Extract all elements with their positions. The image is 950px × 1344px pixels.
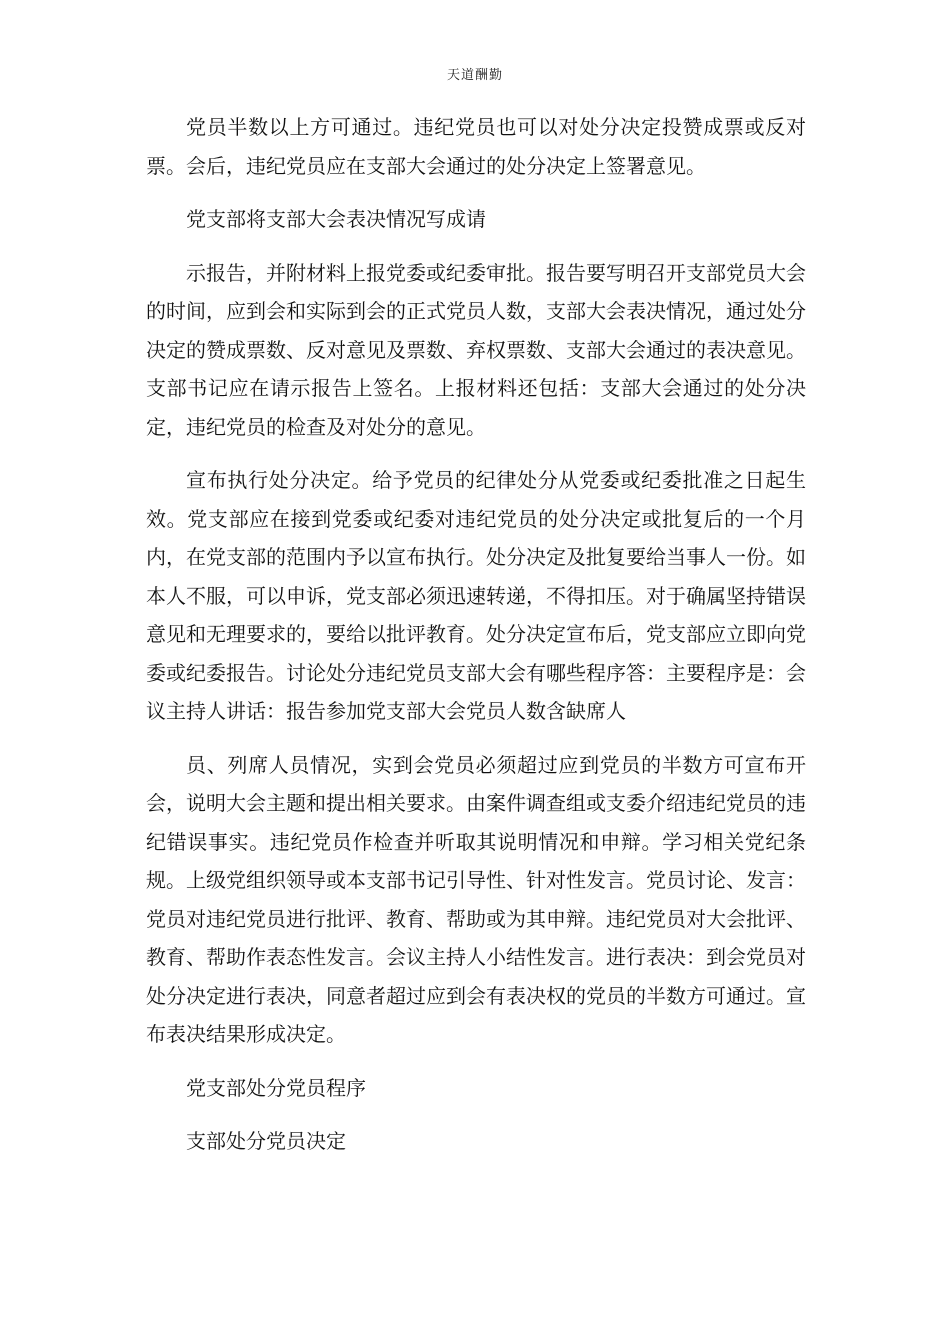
paragraph-1: 党员半数以上方可通过。违纪党员也可以对处分决定投赞成票或反对票。会后，违纪党员应在支部大会通过的处分决定上签署意见。 [146, 115, 806, 178]
section-heading-procedure: 党支部处分党员程序 [186, 1075, 366, 1100]
document-body [146, 108, 806, 1161]
page-header: 天道酬勤 [446, 68, 503, 83]
paragraph-5: 员、列席人员情况，实到会党员必须超过应到党员的半数方可宣布开会，说明大会主题和提出相关要求。由案件调查组或支委介绍违纪党员的违纪错误事实。违纪党员作检查并听取其说明情况和申辩。学习相关党纪条规。上级党组织领导或本支部书记引导性、针对性发言。党员讨论、发言：党员对违纪党员进行批评、教育、帮助或为其申辩。违纪党员对大会批评、教育、帮助作表态性发言。会议主持人小结性发言。进行表决：到会党员对处分决定进行表决，同意者超过应到会有表决权的党员的半数方可通过。宣布表决结果形成决定。 [146, 752, 806, 1046]
paragraph-4: 宣布执行处分决定。给予党员的纪律处分从党委或纪委批准之日起生效。党支部应在接到党委或纪委对违纪党员的处分决定或批复后的一个月内，在党支部的范围内予以宣布执行。处分决定及批复要给当事人一份。如本人不服，可以申诉，党支部必须迅速转递，不得扣压。对于确属坚持错误意见和无理要求的，要给以批评教育。处分决定宣布后，党支部应立即向党委或纪委报告。讨论处分违纪党员支部大会有哪些程序答：主要程序是：会议主持人讲话：报告参加党支部大会党员人数含缺席人 [146, 468, 806, 723]
section-heading-decision: 支部处分党员决定 [186, 1129, 346, 1153]
paragraph-2: 党支部将支部大会表决情况写成请 [186, 207, 486, 231]
paragraph-3: 示报告，并附材料上报党委或纪委审批。报告要写明召开支部党员大会的时间，应到会和实际到会的正式党员人数，支部大会表决情况，通过处分决定的赞成票数、反对意见及票数、弃权票数、支部大会通过的表决意见。支部书记应在请示报告上签名。上报材料还包括：支部大会通过的处分决定，违纪党员的检查及对处分的意见。 [146, 260, 806, 439]
